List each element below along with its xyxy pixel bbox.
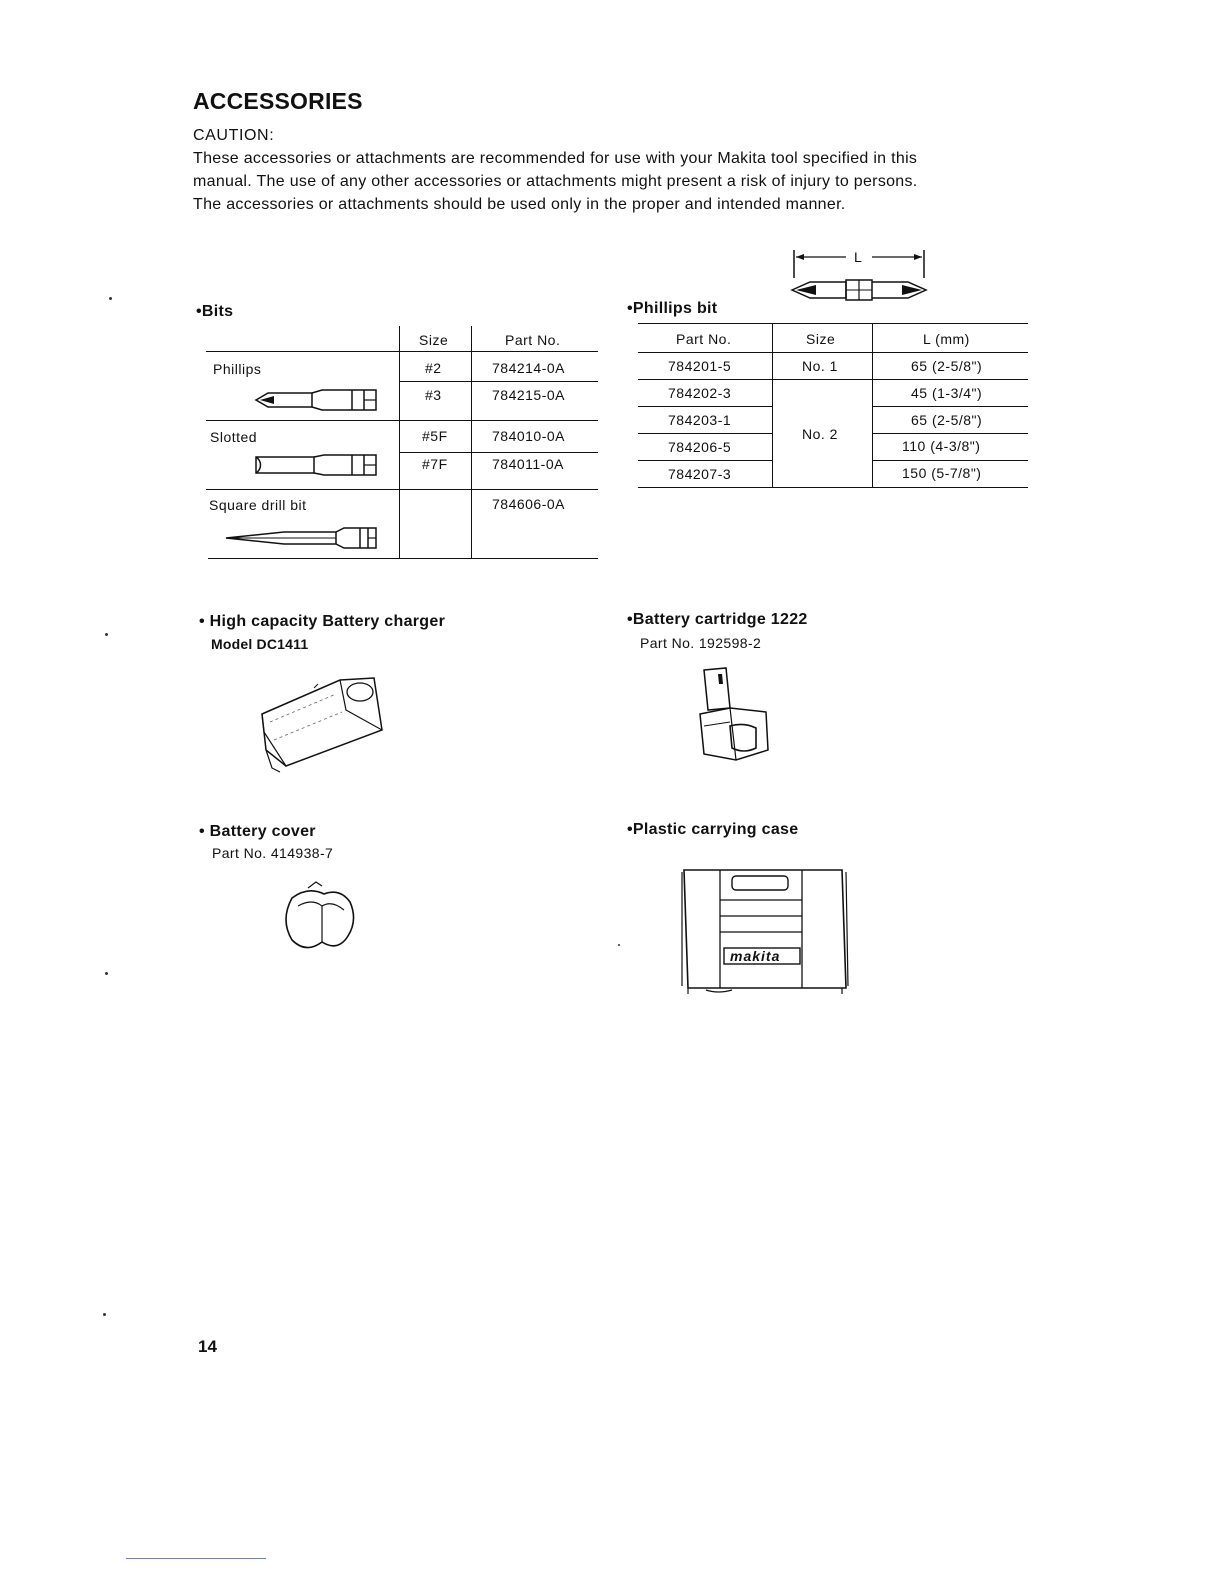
charger-heading-text: High capacity Battery charger xyxy=(209,613,446,630)
bits-row-name: Slotted xyxy=(210,429,258,445)
phillips-bit-length-diagram xyxy=(788,248,932,300)
battery-cartridge-drawing xyxy=(696,664,772,764)
battery-charger-drawing xyxy=(256,670,386,774)
page-title: ACCESSORIES xyxy=(193,88,363,114)
phillips-row-part: 784203-1 xyxy=(668,412,732,428)
scan-speck xyxy=(109,297,112,300)
caution-text xyxy=(193,147,1033,216)
bits-heading xyxy=(196,303,233,321)
caution-line: manual. The use of any other accessories or attachments might present a risk of injury to persons. xyxy=(193,173,918,190)
phillips-bit-heading xyxy=(627,300,717,318)
charger-heading xyxy=(199,613,445,631)
bullet: • xyxy=(196,303,202,320)
bits-row-part: 784606-0A xyxy=(492,496,566,512)
cartridge-heading-text: Battery cartridge 1222 xyxy=(632,611,808,628)
phillips-row-length: 110 (4-3/8") xyxy=(902,438,981,454)
scan-speck xyxy=(105,633,108,636)
bits-row-part: 784215-0A xyxy=(492,387,566,403)
makita-logo: makita xyxy=(730,948,781,964)
bullet: • xyxy=(627,300,633,317)
cover-part-no: Part No. 414938-7 xyxy=(212,845,334,861)
footer-link-underline xyxy=(126,1558,266,1559)
phillips-col-length: L (mm) xyxy=(923,331,970,347)
caution-line: These accessories or attachments are recommended for use with your Makita tool specified in this xyxy=(193,150,918,167)
caution-label: CAUTION: xyxy=(193,127,275,144)
bullet: • xyxy=(199,823,205,840)
square-drill-bit-drawing xyxy=(224,526,380,550)
cartridge-part-no: Part No. 192598-2 xyxy=(640,635,762,651)
slotted-bit-drawing xyxy=(254,453,380,477)
case-heading xyxy=(627,821,798,839)
caution-line: The accessories or attachments should be used only in the proper and intended manner. xyxy=(193,196,846,213)
cover-heading xyxy=(199,823,316,841)
bits-row-size: #7F xyxy=(422,456,448,472)
phillips-row-length: 45 (1-3/4") xyxy=(911,385,983,401)
bullet: • xyxy=(627,821,633,838)
phillips-bit-heading-text: Phillips bit xyxy=(632,300,718,317)
phillips-row-part: 784207-3 xyxy=(668,466,732,482)
bits-row-size: #5F xyxy=(422,428,448,444)
bits-row-part: 784011-0A xyxy=(492,456,564,472)
phillips-row-part: 784202-3 xyxy=(668,385,732,401)
phillips-row-part: 784201-5 xyxy=(668,358,732,374)
phillips-row-size: No. 2 xyxy=(802,426,838,442)
cartridge-heading xyxy=(627,611,808,629)
length-label: L xyxy=(854,249,862,265)
phillips-row-length: 65 (2-5/8") xyxy=(911,412,983,428)
carrying-case-drawing xyxy=(678,862,850,996)
scan-speck xyxy=(105,972,108,975)
phillips-row-length: 150 (5-7/8") xyxy=(902,465,982,481)
charger-model: Model DC1411 xyxy=(211,636,309,652)
bullet: • xyxy=(199,613,205,630)
scan-speck xyxy=(103,1313,106,1316)
bits-row-part: 784010-0A xyxy=(492,428,566,444)
cover-heading-text: Battery cover xyxy=(209,823,316,840)
scan-speck xyxy=(618,944,620,946)
case-heading-text: Plastic carrying case xyxy=(632,821,799,838)
bits-heading-text: Bits xyxy=(201,303,234,320)
phillips-col-size: Size xyxy=(806,331,836,347)
bits-row-part: 784214-0A xyxy=(492,360,566,376)
phillips-row-part: 784206-5 xyxy=(668,439,732,455)
phillips-bit-drawing xyxy=(254,388,380,412)
bits-row-name: Phillips xyxy=(213,361,262,377)
bits-col-size: Size xyxy=(419,332,449,348)
phillips-col-part: Part No. xyxy=(676,331,732,347)
bits-col-part: Part No. xyxy=(505,332,561,348)
page-number: 14 xyxy=(198,1337,217,1356)
phillips-row-length: 65 (2-5/8") xyxy=(911,358,983,374)
phillips-row-size: No. 1 xyxy=(802,358,838,374)
bullet: • xyxy=(627,611,633,628)
bits-row-size: #3 xyxy=(425,387,442,403)
bits-row-size: #2 xyxy=(425,360,442,376)
bits-row-name: Square drill bit xyxy=(209,497,307,513)
battery-cover-drawing xyxy=(278,880,360,956)
